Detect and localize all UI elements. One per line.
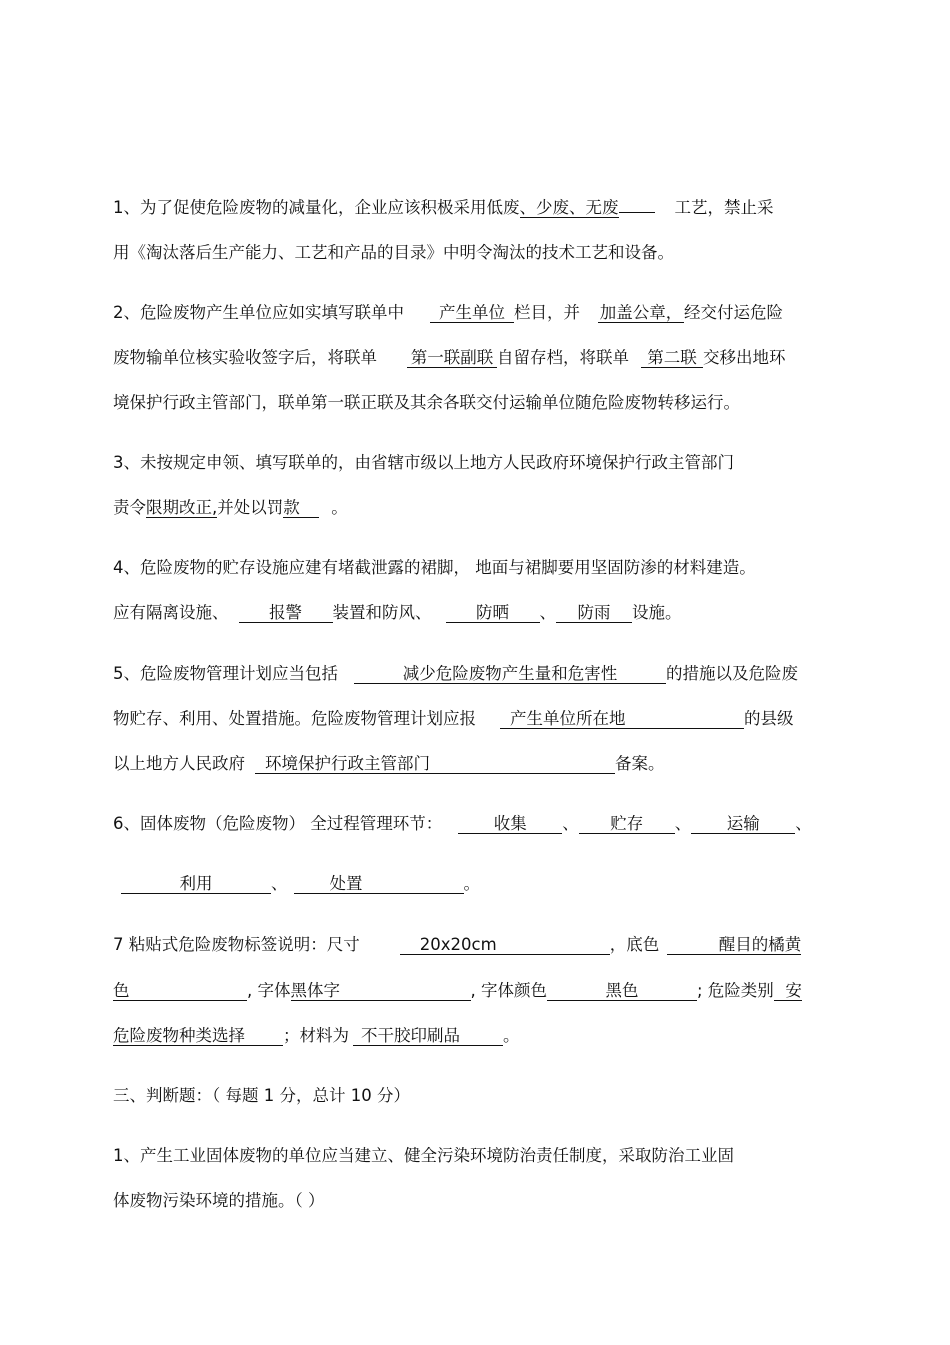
q2-text-d: 经交付运危险	[684, 303, 783, 322]
q1-blank-2: 、无废	[569, 198, 619, 217]
q7-blank-3: 黑体字	[291, 981, 471, 1001]
q6-sep-2: 、	[674, 814, 692, 833]
j1-line1: 1、产生工业固体废物的单位应当建立、健全污染环境防治责任制度，采取防治工业固	[113, 1146, 734, 1165]
q7-text-g: ；材料为	[283, 1026, 349, 1045]
q4-line2	[113, 602, 682, 624]
q7-text-h: 。	[503, 1026, 520, 1045]
q6-text-a: 6、固体废物（危险废物） 全过程管理环节：	[113, 814, 443, 833]
q6-blank-1: 收集	[458, 814, 562, 834]
q1-line1	[113, 197, 774, 219]
q2-text-a: 2、危险废物产生单位应如实填写联单中	[113, 303, 404, 322]
q5-text-a: 5、危险废物管理计划应当包括	[113, 664, 338, 683]
q7-line2	[113, 980, 802, 1002]
q7-blank-2b: 色	[113, 981, 247, 1001]
q5-line1	[113, 663, 798, 685]
q7-text-d: , 字体	[247, 981, 291, 1000]
q2-blank-3: 第一联副联	[407, 348, 497, 368]
q3-text-d: 。	[331, 498, 348, 517]
q2-text-f: 自留存档，将联单	[497, 348, 629, 367]
q6-blank-3: 运输	[691, 814, 795, 834]
q3-text-a: 责令	[113, 498, 146, 517]
q5-line3	[113, 753, 665, 775]
q6-blank-5: 处置	[294, 874, 464, 894]
q7-blank-1: 20x20cm	[400, 935, 610, 955]
q1-text-a: 1、为了促使危险废物的减量化，企业应该积极采用低废	[113, 198, 520, 217]
q7-text-e: , 字体颜色	[470, 981, 547, 1000]
q2-line1	[113, 302, 783, 324]
q6-sep-3: 、	[795, 814, 812, 833]
j1-line2: 体废物污染环境的措施。（ ）	[113, 1191, 325, 1210]
q7-blank-2a: 醒目的橘黄	[667, 935, 801, 955]
q7-text-f: ; 危险类别	[697, 981, 774, 1000]
q2-blank-1: 产生单位	[430, 303, 514, 323]
q5-blank-1: 减少危险废物产生量和危害性	[354, 664, 666, 684]
q5-blank-3: 环境保护行政主管部门	[255, 754, 615, 774]
q3-line1: 3、未按规定申领、填写联单的，由省辖市级以上地方人民政府环境保护行政主管部门	[113, 453, 734, 472]
q4-line1: 4、危险废物的贮存设施应建有堵截泄露的裙脚， 地面与裙脚要用坚固防渗的材料建造。	[113, 558, 756, 577]
q6-end: 。	[463, 874, 480, 893]
q2-line2	[113, 347, 786, 369]
q7-blank-5a: 安	[774, 981, 802, 1001]
q7-blank-6: 不干胶印刷品	[353, 1026, 503, 1046]
q7-text-c: ，底色	[609, 935, 660, 954]
q1-blank-3	[619, 212, 655, 213]
q3-blank-1: 限期改正,	[146, 498, 218, 517]
q4-blank-1: 报警	[239, 603, 333, 623]
q7-line3	[113, 1025, 520, 1047]
q5-line2	[113, 708, 794, 730]
section3-title: 三、判断题：（ 每题 1 分，总计 10 分）	[113, 1086, 410, 1105]
q6-blank-2: 贮存	[579, 814, 675, 834]
q4-text-d: 、	[539, 603, 556, 622]
q4-blank-3: 防雨	[556, 603, 632, 623]
q6-sep-4: 、	[271, 874, 288, 893]
q4-blank-2: 防晒	[446, 603, 540, 623]
q3-blank-2: 款	[283, 498, 319, 518]
q2-blank-4: 第二联	[641, 348, 703, 368]
q5-text-g: 备案。	[615, 754, 665, 773]
q4-text-a: 应有隔离设施、	[113, 603, 229, 622]
q5-text-f: 以上地方人民政府	[113, 754, 245, 773]
q7-text-a: 7 粘贴式危险废物标签说明：尺寸	[113, 935, 360, 954]
q5-text-e: 的县级	[744, 709, 794, 728]
q2-line3: 境保护行政主管部门，联单第一联正联及其余各联交付运输单位随危险废物转移运行。	[113, 393, 740, 412]
q1-text-c: 工艺，禁止采	[674, 198, 774, 217]
q3-line2	[113, 497, 348, 519]
q3-text-c: 并处以罚	[217, 498, 284, 517]
q7-line1	[113, 934, 801, 956]
q1-line2: 用《淘汰落后生产能力、工艺和产品的目录》中明令淘汰的技术工艺和设备。	[113, 243, 674, 262]
q2-blank-2: 加盖公章，	[599, 303, 683, 322]
q6-line1	[113, 813, 812, 835]
q6-line2	[121, 873, 480, 895]
q2-text-c: 栏目，并	[514, 303, 580, 322]
q1-blank-1: 、少废	[519, 198, 569, 217]
q5-text-d: 物贮存、利用、处置措施。危险废物管理计划应报	[113, 709, 476, 728]
q6-blank-4: 利用	[121, 874, 271, 894]
q5-blank-2: 产生单位所在地	[500, 709, 744, 729]
q7-blank-4: 黑色	[547, 981, 697, 1001]
q5-text-c: 的措施以及危险废	[666, 664, 798, 683]
q4-text-e: 设施。	[632, 603, 682, 622]
q4-text-c: 装置和防风、	[332, 603, 432, 622]
q2-text-g: 交移出地环	[703, 348, 786, 367]
q7-blank-5b: 危险废物种类选择	[113, 1026, 283, 1046]
q2-text-e: 废物输单位核实验收签字后，将联单	[113, 348, 377, 367]
q6-sep-1: 、	[562, 814, 579, 833]
